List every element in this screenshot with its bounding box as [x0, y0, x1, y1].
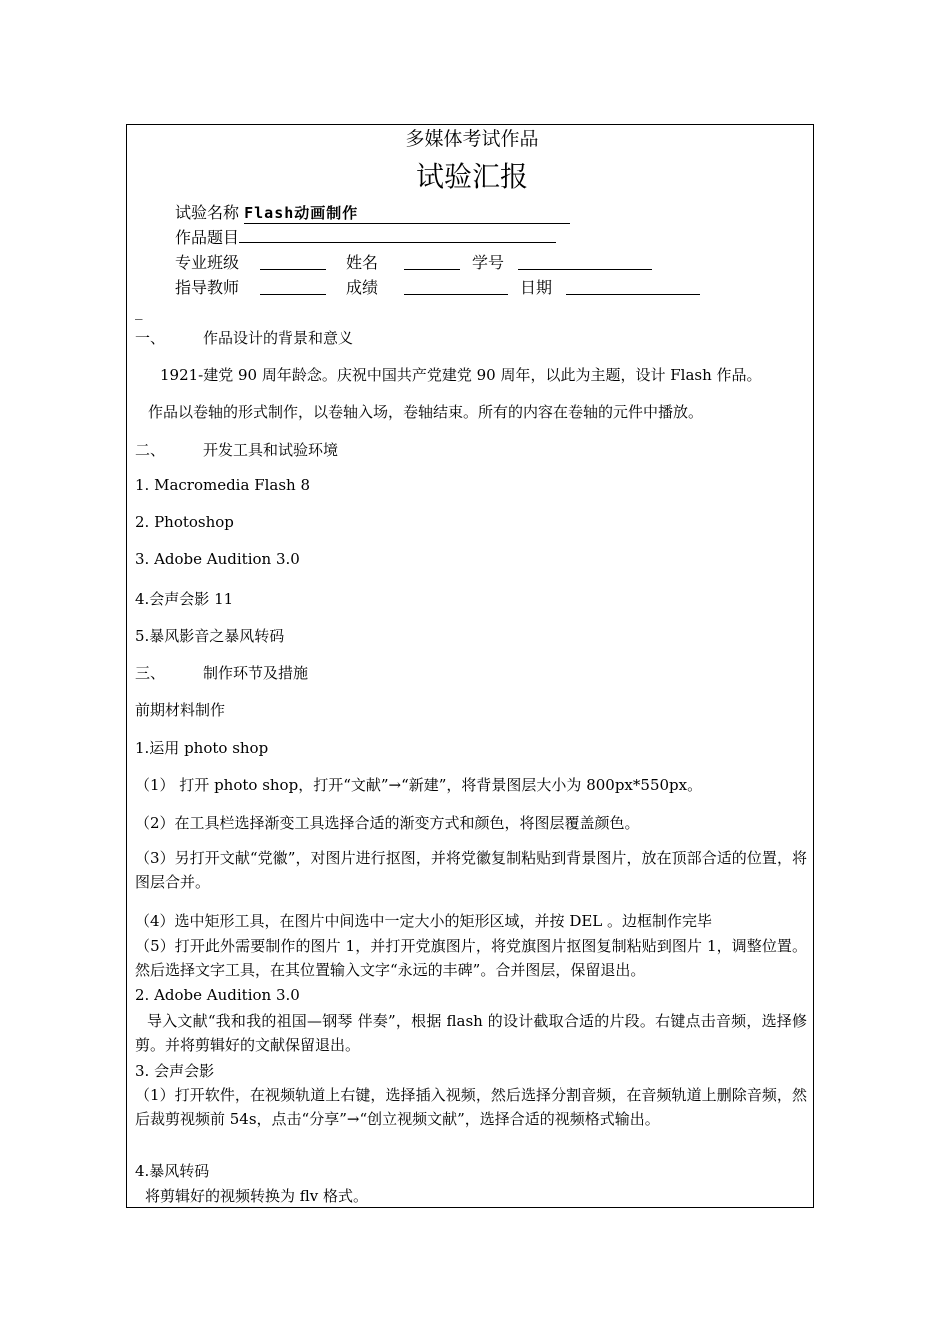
hsy-heading: 3. 会声会影	[135, 1062, 215, 1080]
section-1-paragraph-2: 作品以卷轴的形式制作，以卷轴入场，卷轴结束。所有的内容在卷轴的元件中播放。	[148, 403, 704, 421]
experiment-name-row	[175, 200, 570, 224]
date-label: 日期	[520, 278, 553, 297]
section-2-title: 开发工具和试验环境	[203, 441, 339, 459]
work-title-blank	[239, 226, 556, 243]
name-label: 姓名	[346, 253, 379, 272]
date-blank	[566, 278, 700, 295]
name-blank	[404, 253, 460, 270]
photoshop-step-1: （1） 打开 photo shop，打开“文献”→“新建”，将背景图层大小为 800px*550px。	[135, 776, 703, 794]
section-1-number: 一、	[135, 329, 166, 347]
experiment-name-label: 试验名称	[175, 203, 240, 222]
tool-item-2: 2. Photoshop	[135, 513, 234, 531]
photoshop-step-5: （5）打开此外需要制作的图片 1，并打开党旗图片，将党旗图片抠图复制粘贴到图片 1，调整位置。然后选择文字工具，在其位置输入文字“永远的丰碑”。合并图层，保留退出。	[135, 937, 807, 979]
section-1-title: 作品设计的背景和意义	[203, 329, 354, 347]
audition-heading: 2. Adobe Audition 3.0	[135, 986, 300, 1004]
score-blank	[404, 278, 508, 295]
stray-mark: _	[135, 302, 143, 320]
photoshop-step-4: （4）选中矩形工具，在图片中间选中一定大小的矩形区域，并按 DEL 。边框制作完毕	[135, 912, 713, 930]
experiment-name-value: Flash动画制作	[244, 202, 570, 224]
pre-material-heading: 前期材料制作	[135, 701, 226, 719]
report-title: 试验汇报	[415, 160, 528, 193]
student-id-blank	[518, 253, 652, 270]
section-3-title: 制作环节及措施	[203, 664, 309, 682]
bf-heading: 4.暴风转码	[135, 1162, 210, 1180]
audition-text: 导入文献“我和我的祖国—钢琴 伴奏”，根据 flash 的设计截取合适的片段。右键点击音频，选择修剪。并将剪辑好的文献保留退出。	[135, 1012, 807, 1054]
work-title-label: 作品题目	[175, 228, 240, 247]
work-title-row	[175, 225, 556, 248]
major-class-label: 专业班级	[175, 253, 240, 272]
advisor-label: 指导教师	[175, 278, 240, 297]
major-class-blank	[260, 253, 326, 270]
tool-item-3: 3. Adobe Audition 3.0	[135, 550, 300, 568]
section-1-paragraph-1: 1921-建党 90 周年龄念。庆祝中国共产党建党 90 周年，以此为主题，设计 Flash 作品。	[160, 366, 762, 384]
bf-text: 将剪辑好的视频转换为 flv 格式。	[145, 1187, 369, 1205]
tool-item-5: 5.暴风影音之暴风转码	[135, 627, 285, 645]
tool-item-1: 1. Macromedia Flash 8	[135, 476, 311, 494]
section-3-number: 三、	[135, 664, 166, 682]
tool-item-4: 4.会声会影 11	[135, 590, 234, 608]
section-2-number: 二、	[135, 441, 166, 459]
advisor-blank	[260, 278, 326, 295]
score-label: 成绩	[346, 278, 379, 297]
report-subtitle: 多媒体考试作品	[405, 128, 539, 150]
photoshop-step-3: （3）另打开文献“党徽”，对图片进行抠图，并将党徽复制粘贴到背景图片，放在顶部合适的位置，将图层合并。	[135, 849, 807, 891]
photoshop-heading: 1.运用 photo shop	[135, 739, 269, 757]
hsy-text: （1）打开软件，在视频轨道上右键，选择插入视频，然后选择分割音频，在音频轨道上删除音频，然后裁剪视频前 54s，点击“分享”→“创立视频文献”，选择合适的视频格式输出。	[135, 1086, 807, 1128]
student-id-label: 学号	[472, 253, 505, 272]
photoshop-step-2: （2）在工具栏选择渐变工具选择合适的渐变方式和颜色，将图层覆盖颜色。	[135, 814, 640, 832]
